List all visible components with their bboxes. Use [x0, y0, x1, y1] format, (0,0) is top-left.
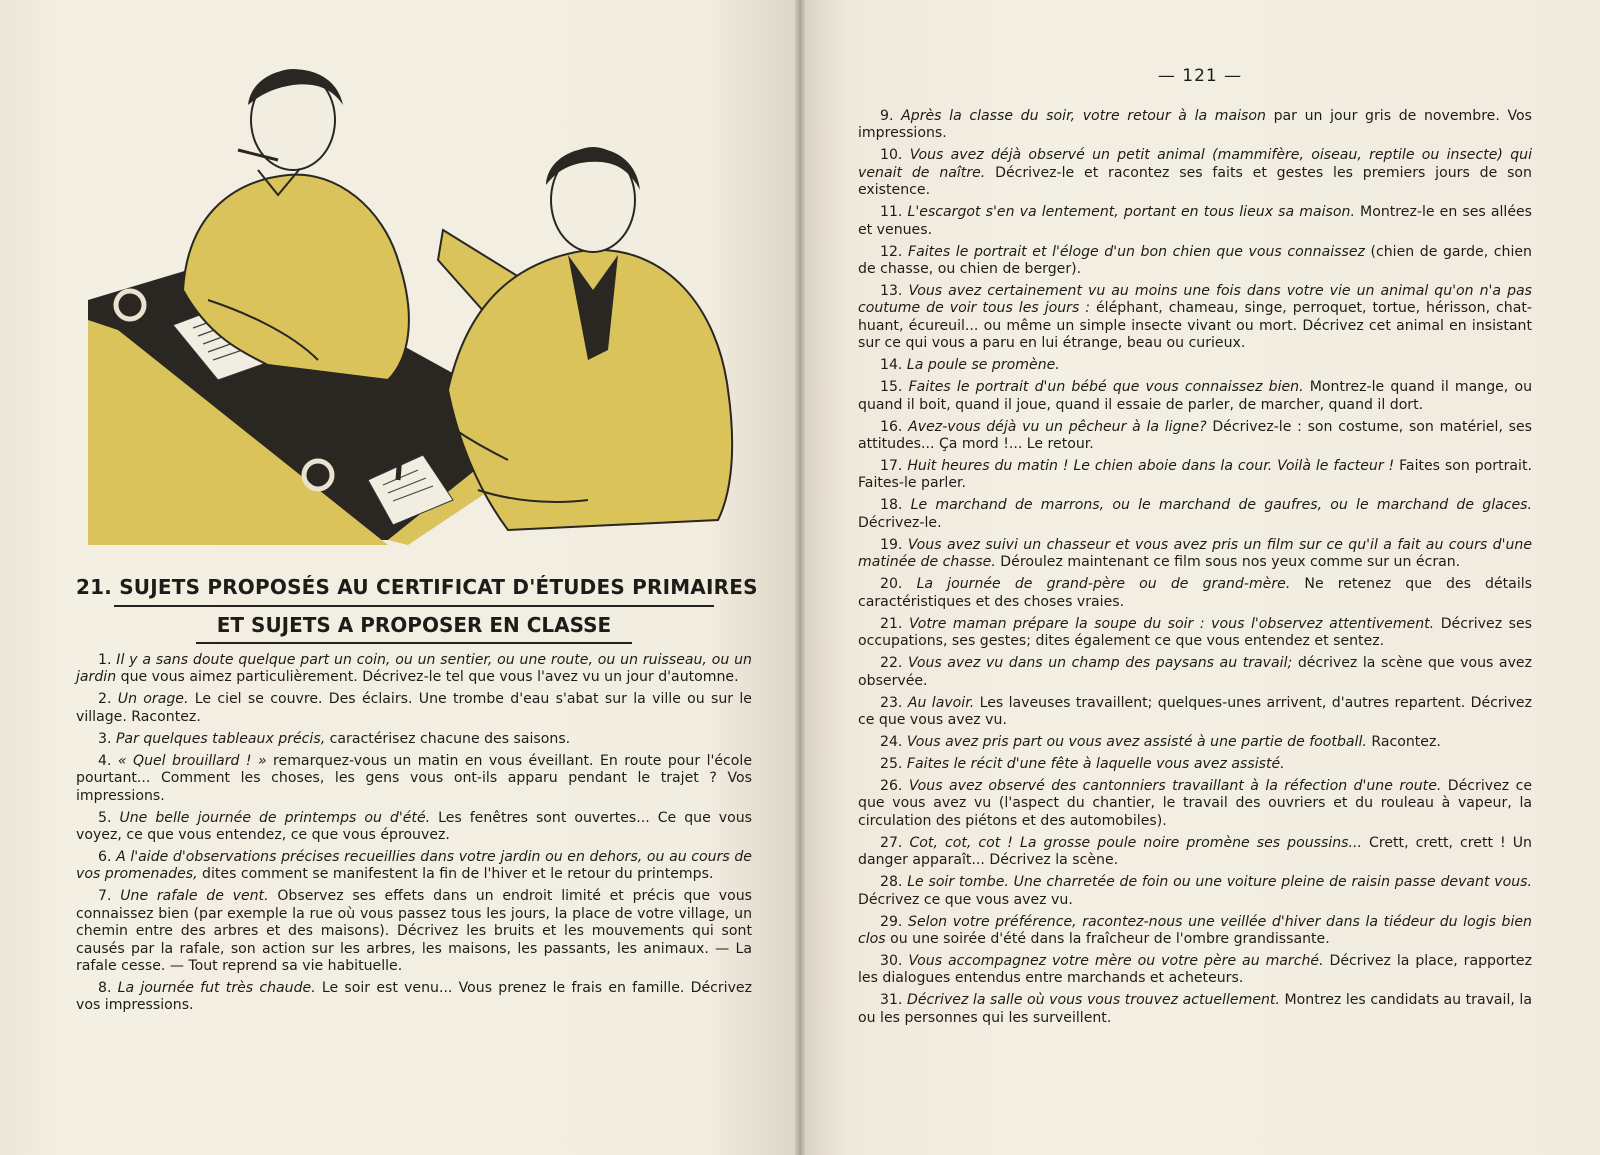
list-item: 14. La poule se promène. [880, 357, 1060, 374]
list-item: 2. Un orage. Le ciel se couvre. Des éclairs. Une trombe d'eau s'abat sur la ville ou sur le village. Racontez. [76, 691, 752, 725]
list-item: 26. Vous avez observé des cantonniers travaillant à la réfection d'une route. Décrivez ce que vous avez vu (l'aspect du chantier, le travail des ouvriers et du rouleau à vapeur, la circulation des piétons et des automobiles). [858, 777, 1533, 829]
list-item: 24. Vous avez pris part ou vous avez assisté à une partie de football. Racontez. [880, 733, 1441, 750]
left-column [76, 652, 752, 1019]
book-gutter [795, 0, 805, 1155]
list-item: 27. Cot, cot, cot ! La grosse poule noire promène ses poussins... Crett, crett, crett ! Un danger apparaît... Décrivez la scène. [858, 834, 1532, 869]
heading-line-2: ET SUJETS A PROPOSER EN CLASSE [216, 613, 612, 637]
list-item: 5. Une belle journée de printemps ou d'été. Les fenêtres sont ouvertes... Ce que vous voyez, ce que vous entendez, ce que vous éprouvez. [76, 809, 752, 844]
heading-rule-2 [196, 642, 632, 644]
list-item: 31. Décrivez la salle où vous vous trouvez actuellement. Montrez les candidats au travail, la ou les personnes qui les surveillent. [858, 992, 1532, 1026]
illustration-students-writing [88, 60, 748, 545]
list-item: 19. Vous avez suivi un chasseur et vous avez pris un film sur ce qu'il a fait au cours d'une matinée de chasse. Déroulez maintenant ce film sous nos yeux comme sur un écran. [858, 536, 1532, 571]
heading-rule [114, 605, 714, 607]
list-item: 15. Faites le portrait d'un bébé que vous connaissez bien. Montrez-le quand il mange, ou quand il boit, quand il joue, quand il essaie de parler, de marcher, quand il dort. [858, 379, 1532, 413]
list-item: 28. Le soir tombe. Une charretée de foin ou une voiture pleine de raisin passe devant vous. Décrivez ce que vous avez vu. [858, 874, 1532, 908]
list-item: 7. Une rafale de vent. Observez ses effets dans un endroit limité et précis que vous connaissez bien (par exemple la rue où vous passez tous les jours, la place de votre village, un chemin entre des arbres et des maisons). Décrivez les bruits et les mouvements qui sont causés par la rafale, son action sur les arbres, les maisons, les passants, les animaux. — La rafale cesse. — Tout reprend sa vie habituelle. [76, 888, 752, 975]
list-item: 4. « Quel brouillard ! » remarquez-vous un matin en vous éveillant. En route pour l'école pourtant... Comment les choses, les gens vous ont-ils apparu pendant le trajet ? Vos impressions. [76, 752, 752, 804]
list-item: 10. Vous avez déjà observé un petit animal (mammifère, oiseau, reptile ou insecte) qui venait de naître. Décrivez-le et racontez ses faits et gestes les premiers jours de son existence. [858, 147, 1532, 199]
list-item: 22. Vous avez vu dans un champ des paysans au travail; décrivez la scène que vous avez observée. [858, 655, 1532, 689]
list-item: 12. Faites le portrait et l'éloge d'un bon chien que vous connaissez (chien de garde, chien de chasse, ou chien de berger). [858, 243, 1532, 278]
list-item: 11. L'escargot s'en va lentement, portant en tous lieux sa maison. Montrez-le en ses allées et venues. [858, 204, 1532, 238]
list-item: 6. A l'aide d'observations précises recueillies dans votre jardin ou en dehors, ou au cours de vos promenades, dites comment se manifestent la fin de l'hiver et le retour du printemps. [76, 849, 752, 883]
list-item: 21. Votre maman prépare la soupe du soir : vous l'observez attentivement. Décrivez ses occupations, ses gestes; dites également ce que vous entendez et sentez. [858, 615, 1532, 650]
list-item: 23. Au lavoir. Les laveuses travaillent; quelques-unes arrivent, d'autres repartent. Décrivez ce que vous avez vu. [858, 694, 1532, 728]
right-column [858, 108, 1532, 1032]
list-item: 25. Faites le récit d'une fête à laquelle vous avez assisté. [880, 755, 1285, 772]
section-heading [76, 575, 758, 644]
list-item: 29. Selon votre préférence, racontez-nous une veillée d'hiver dans la tiédeur du logis bien clos ou une soirée d'été dans la fraîcheur de l'ombre grandissante. [858, 913, 1532, 947]
heading-line-1: 21. SUJETS PROPOSÉS AU CERTIFICAT D'ÉTUDES PRIMAIRES [76, 575, 758, 599]
list-item: 8. La journée fut très chaude. Le soir est venu... Vous prenez le frais en famille. Décrivez vos impressions. [76, 980, 752, 1014]
list-item: 9. Après la classe du soir, votre retour à la maison par un jour gris de novembre. Vos impressions. [858, 108, 1532, 142]
list-item: 17. Huit heures du matin ! Le chien aboie dans la cour. Voilà le facteur ! Faites son portrait. Faites-le parler. [858, 458, 1532, 492]
list-item: 16. Avez-vous déjà vu un pêcheur à la ligne? Décrivez-le : son costume, son matériel, ses attitudes... Ça mord !... Le retour. [858, 418, 1532, 453]
list-item: 20. La journée de grand-père ou de grand-mère. Ne retenez que des détails caractéristiques et des choses vraies. [858, 576, 1532, 610]
right-page [800, 0, 1600, 1155]
list-item: 30. Vous accompagnez votre mère ou votre père au marché. Décrivez la place, rapportez les dialogues entendus entre marchands et acheteurs. [858, 952, 1532, 987]
list-item: 18. Le marchand de marrons, ou le marchand de gaufres, ou le marchand de glaces. Décrivez-le. [858, 497, 1532, 531]
list-item: 1. Il y a sans doute quelque part un coin, ou un sentier, ou une route, ou un ruisseau, ou un jardin que vous aimez particulièrement. Décrivez-le tel que vous l'avez vu un jour d'automne. [76, 652, 752, 686]
list-item: 13. Vous avez certainement vu au moins une fois dans votre vie un animal qu'on n'a pas coutume de voir tous les jours : éléphant, chameau, singe, perroquet, tortue, hérisson, chat-huant, écureuil... ou même un simple insecte vivant ou mort. Décrivez cet animal en insistant sur ce qui vous a paru en lui étrange, beau ou curieux. [858, 283, 1532, 352]
page-number: — 121 — [1157, 66, 1243, 86]
list-item: 3. Par quelques tableaux précis, caractérisez chacune des saisons. [98, 730, 571, 747]
